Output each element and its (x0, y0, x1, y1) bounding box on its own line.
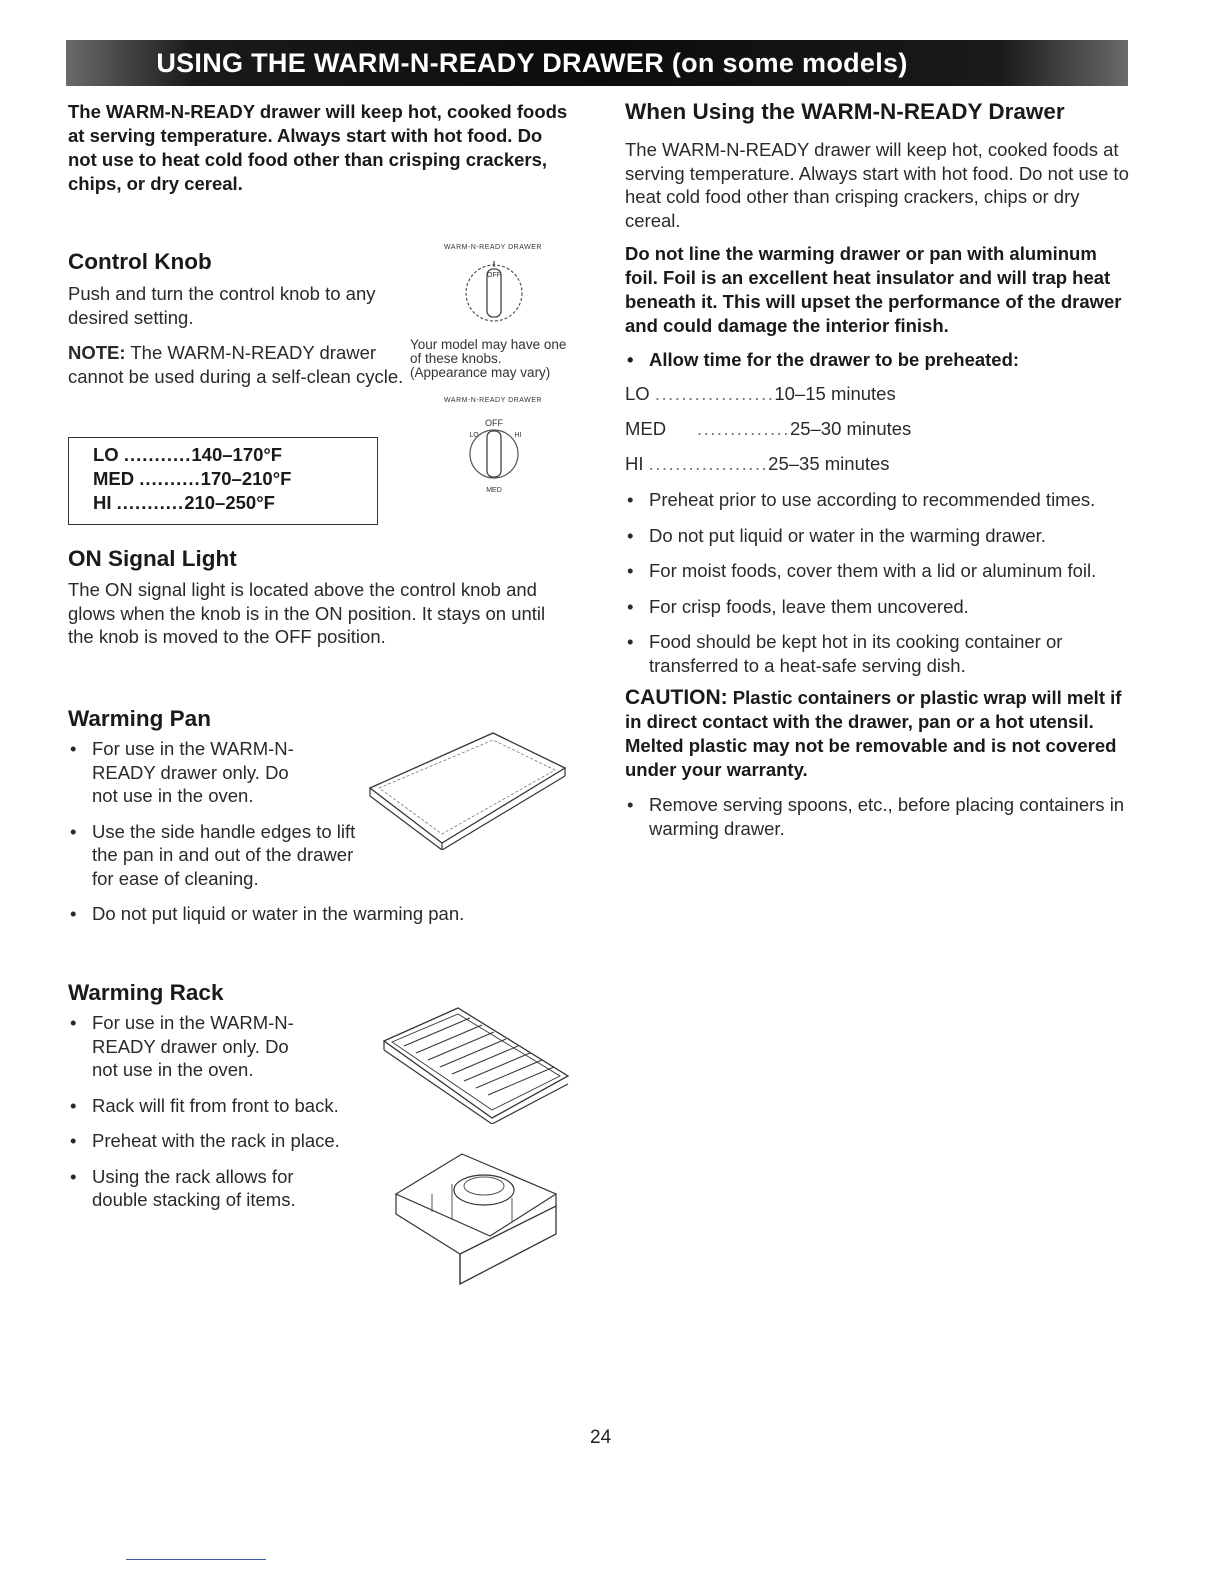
warming-pan-list-b (68, 902, 548, 926)
temp-range: 140–170°F (191, 444, 283, 465)
control-knob-heading: Control Knob (68, 249, 212, 274)
knob-one (438, 244, 548, 334)
preheat-list (625, 348, 1130, 372)
knob-two-med: MED (486, 487, 502, 494)
knob-two-label: WARM-N-READY DRAWER (444, 397, 542, 404)
note-text: The WARM-N-READY drawer cannot be used during a self-clean cycle. (68, 342, 404, 387)
signal-light-body: The ON signal light is located above the control knob and glows when the knob is in the ON position. It stays on until the knob is moved to the OFF position. (68, 579, 546, 647)
preheat-time: 25–35 minutes (768, 453, 890, 474)
signal-light-heading: ON Signal Light (68, 546, 237, 571)
list-item: • For use in the WARM-N-READY drawer only. Do not use in the oven. (68, 737, 317, 808)
warming-rack-list (68, 1011, 358, 1212)
knob-two-hi: HI (514, 432, 522, 439)
warming-pan-heading: Warming Pan (68, 706, 211, 731)
final-tip-list (625, 793, 1130, 840)
caution-text: Plastic containers or plastic wrap will melt if in direct contact with the drawer, pan or a hot utensil. Melted plastic may not be removable and is not covered under your warranty. (625, 687, 1122, 780)
note-label: NOTE: (68, 342, 126, 363)
control-knob-body: Push and turn the control knob to any desired setting. (68, 283, 376, 328)
temp-level: LO (93, 444, 119, 465)
temp-range: 170–210°F (200, 468, 292, 489)
drawer-with-rack-illustration (392, 1150, 564, 1288)
temp-row (93, 491, 377, 515)
temp-dots: .......... (139, 468, 201, 489)
intro-paragraph: The WARM-N-READY drawer will keep hot, cooked foods at serving temperature. Always start with hot food. Do not use to heat cold food other than crisping crackers, chips, or dry cereal. (68, 101, 568, 194)
knob-one-label: WARM-N-READY DRAWER (444, 244, 542, 251)
preheat-dots: .................. (648, 453, 769, 474)
preheat-level: HI (625, 453, 644, 474)
list-item: • Using the rack allows for double stacking of items. (68, 1165, 317, 1212)
list-item: • For use in the WARM-N-READY drawer only. Do not use in the oven. (68, 1011, 317, 1082)
preheat-dots: .................. (654, 383, 775, 404)
preheat-dots: .............. (696, 418, 790, 439)
list-item: • Food should be kept hot in its cooking container or transferred to a heat-safe serving dish. (625, 630, 1109, 677)
list-item: • Use the side handle edges to lift the pan in and out of the drawer for ease of cleaning. (68, 820, 357, 891)
list-item: • Remove serving spoons, etc., before placing containers in warming drawer. (625, 793, 1130, 840)
list-item: • Preheat prior to use according to recommended times. (625, 488, 1130, 512)
list-item: • Rack will fit from front to back. (68, 1094, 358, 1118)
knob-caption: Your model may have one of these knobs. (Appearance may vary) (410, 337, 567, 380)
aluminum-foil-warning: Do not line the warming drawer or pan with aluminum foil. Foil is an excellent heat insulator and will trap heat beneath it. This will upset the performance of the drawer and could damage the interior finish. (625, 243, 1122, 336)
right-body: The WARM-N-READY drawer will keep hot, cooked foods at serving temperature. Always start with hot food. Do not use to heat cold food other than crisping crackers, chips or dry cereal. (625, 139, 1129, 231)
preheat-row (625, 418, 1045, 453)
temp-row (93, 467, 377, 491)
preheat-row (625, 383, 1045, 418)
knob-one-icon (438, 251, 548, 329)
list-item: • For moist foods, cover them with a lid or aluminum foil. (625, 559, 1130, 583)
caution-notice (625, 686, 1125, 782)
list-item: • Do not put liquid or water in the warming pan. (68, 902, 548, 926)
preheat-level: MED (625, 418, 667, 439)
preheat-times (625, 383, 1045, 488)
list-item: • Do not put liquid or water in the warming drawer. (625, 524, 1130, 548)
page-number: 24 (590, 1427, 612, 1448)
list-item: • For crisp foods, leave them uncovered. (625, 595, 1130, 619)
list-item: • Preheat with the rack in place. (68, 1129, 358, 1153)
preheat-row (625, 453, 1045, 488)
temp-range: 210–250°F (184, 492, 275, 513)
warming-pan-list-a (68, 737, 358, 890)
temp-row (93, 443, 377, 467)
temp-level: HI (93, 492, 112, 513)
control-knob-note (68, 341, 408, 388)
warming-rack-heading: Warming Rack (68, 980, 224, 1005)
temp-level: MED (93, 468, 135, 489)
preheat-time: 25–30 minutes (789, 418, 912, 439)
right-heading: When Using the WARM-N-READY Drawer (625, 99, 1065, 124)
knob-two-off: OFF (485, 418, 503, 428)
warming-rack-illustration (380, 1006, 572, 1124)
banner-title: USING THE WARM-N-READY DRAWER (on some models) (156, 47, 908, 78)
temperature-table (68, 437, 378, 525)
knob-two-icon (438, 404, 548, 500)
knob-two (438, 397, 548, 505)
temp-dots: ........... (116, 492, 185, 513)
usage-tips-list (625, 488, 1130, 677)
footer-rule (126, 1559, 266, 1560)
preheat-level: LO (625, 383, 650, 404)
temp-dots: ........... (123, 444, 192, 465)
section-banner (66, 40, 1128, 86)
list-item: • Allow time for the drawer to be preheated: (625, 348, 1130, 372)
knob-two-lo: LO (469, 432, 479, 439)
knob-one-off: OFF (487, 272, 501, 279)
preheat-time: 10–15 minutes (774, 383, 896, 404)
caution-label: CAUTION: (625, 686, 728, 709)
warming-pan-illustration (365, 728, 575, 850)
